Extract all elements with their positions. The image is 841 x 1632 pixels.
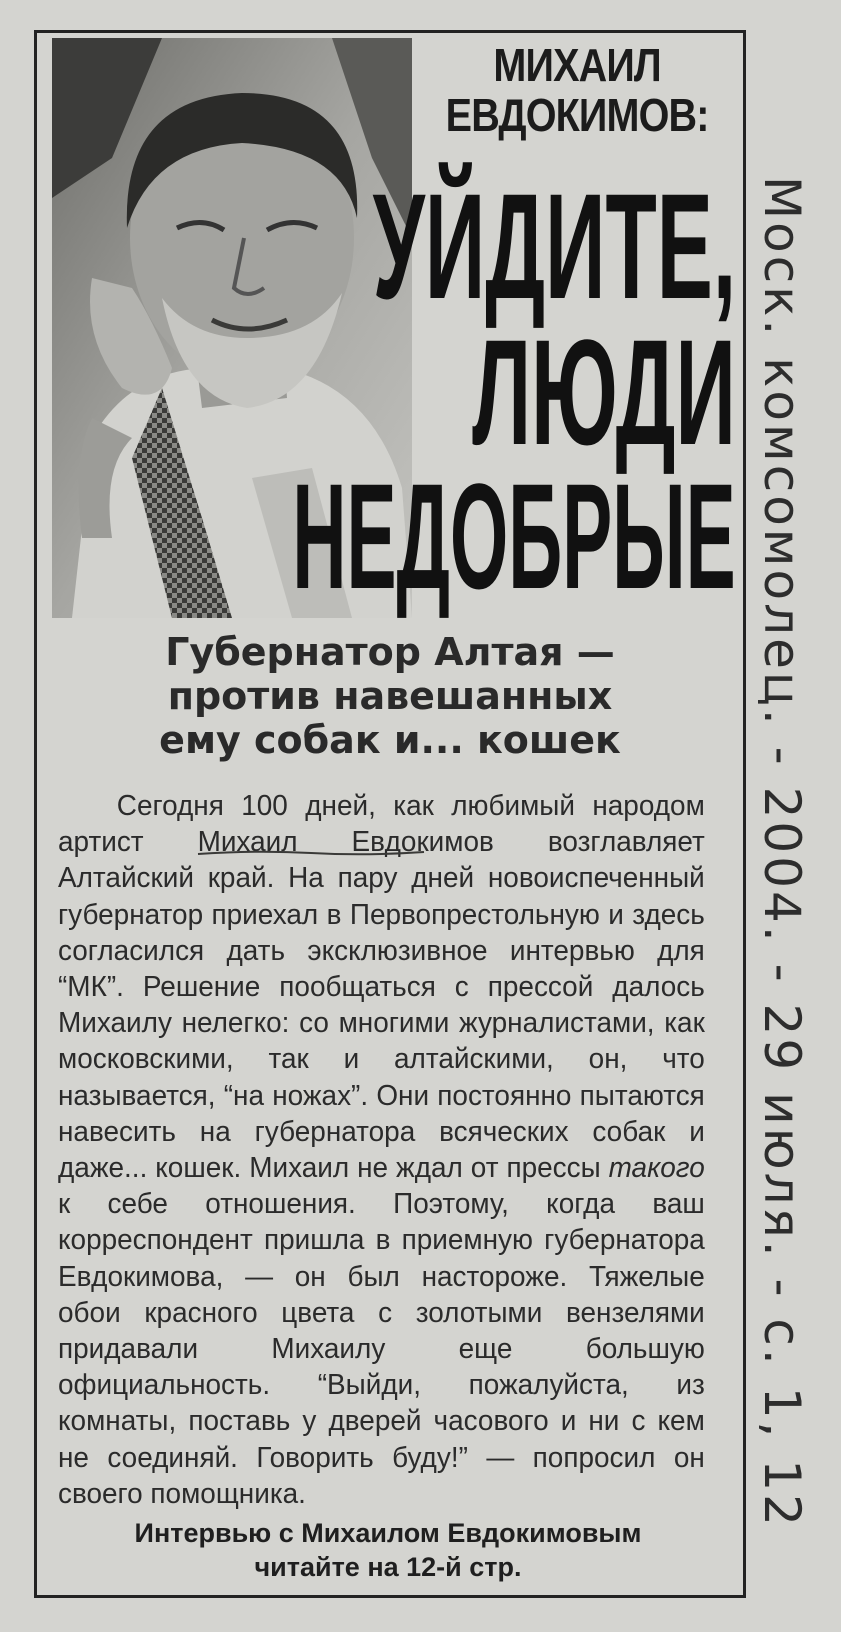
- subhead-line-3: ему собак и... кошек: [159, 718, 621, 762]
- handwritten-citation: Моск. комсомолец. - 2004. - 29 июля. - с. 1, 12: [753, 176, 811, 1529]
- kicker: [418, 40, 736, 140]
- subhead-line-1: Губернатор Алтая —: [165, 630, 615, 674]
- footer-line-1: Интервью с Михаилом Евдокимовым: [134, 1518, 642, 1548]
- headline-line-1: УЙДИТЕ,: [372, 162, 736, 330]
- body-text-part-2: к себе отношения. Поэтому, когда ваш корреспондент пришла в приемную губернатора Евдокимова, — он был настороже. Тяжелые обои красного цвета с золотыми вензелями придавали Михаилу еще большую официальность. “Выйди, пожалуйста, из комнаты, поставь у дверей часового и ни с кем не соединяй. Говорить буду!” — попросил он своего помощника.: [58, 1188, 705, 1510]
- headline-line-3: НЕДОБРЫЕ: [292, 452, 736, 620]
- pen-underline-mark: [196, 848, 426, 858]
- body-paragraph: [58, 788, 705, 1512]
- article-body: [58, 788, 705, 1512]
- subhead-line-2: против навешанных: [167, 674, 613, 718]
- kicker-line-2: ЕВДОКИМОВ:: [445, 89, 709, 141]
- footer-line-2: читайте на 12-й стр.: [254, 1552, 522, 1582]
- continuation-note: [58, 1516, 718, 1584]
- headline-line-2: ЛЮДИ: [472, 308, 736, 476]
- kicker-line-1: МИХАИЛ: [493, 39, 661, 91]
- body-text-part-1: Сегодня 100 дней, как любимый народом артист Михаил Евдокимов возглавляет Алтайский край. На пару дней новоиспеченный губернатор приехал в Первопрестольную и здесь согласился дать эксклюзивное интервью для “МК”. Решение пообщаться с прессой далось Михаилу нелегко: со многими журналистами, как московскими, так и алтайскими, он, что называется, “на ножах”. Они постоянно пытаются навесить на губернатора всяческих собак и даже... кошек. Михаил не ждал от прессы: [58, 790, 705, 1185]
- subheadline: [70, 630, 710, 762]
- body-emphasis: такого: [608, 1152, 705, 1185]
